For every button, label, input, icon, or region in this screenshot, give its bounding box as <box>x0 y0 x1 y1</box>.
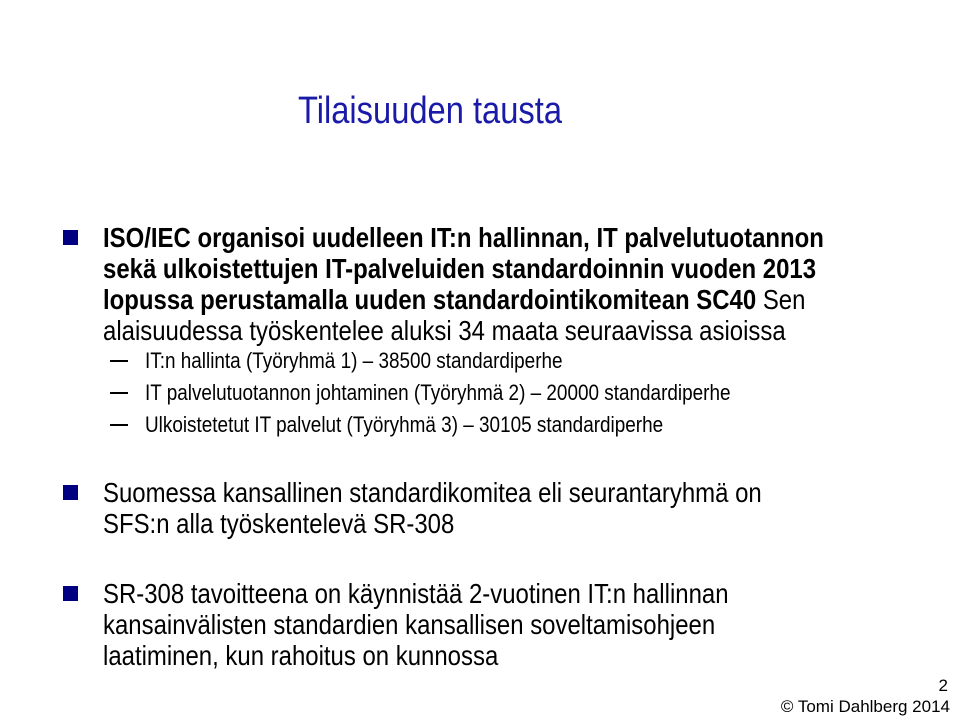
bullet-3-line-3: laatiminen, kun rahoitus on kunnossa <box>103 640 499 671</box>
bullet-1-line-3-bold: lopussa perustamalla uuden standardointikomitean SC40 <box>103 284 757 315</box>
square-bullet-icon <box>63 586 78 601</box>
bullet-1-line-2: sekä ulkoistettujen IT-palveluiden standardoinnin vuoden 2013 <box>103 253 817 284</box>
dash-icon <box>110 424 128 426</box>
square-bullet-icon <box>63 230 78 245</box>
square-bullet-icon <box>63 485 78 500</box>
sub-item-1-text: IT:n hallinta (Työryhmä 1) – 38500 standardiperhe <box>145 348 563 373</box>
bullet-3-text <box>103 578 941 671</box>
slide-title: Tilaisuuden tausta <box>297 90 563 132</box>
copyright-text: © Tomi Dahlberg 2014 <box>780 697 950 716</box>
sub-item-3-text: Ulkoistetetut IT palvelut (Työryhmä 3) – 30105 standardiperhe <box>145 412 664 437</box>
bullet-2-line-1: Suomessa kansallinen standardikomitea eli seurantaryhmä on <box>103 477 762 508</box>
sub-item-3 <box>110 410 960 440</box>
page-number: 2 <box>938 676 948 695</box>
bullet-2-line-2: SFS:n alla työskentelevä SR-308 <box>103 508 455 539</box>
bullet-1-line-3-regular: Sen <box>756 284 806 315</box>
bullet-3-line-1: SR-308 tavoitteena on käynnistää 2-vuotinen IT:n hallinnan <box>103 578 729 609</box>
bullet-1-text <box>103 222 941 346</box>
dash-icon <box>110 392 128 394</box>
sub-item-1 <box>110 346 960 376</box>
bullet-3-line-2: kansainvälisten standardien kansallisen soveltamisohjeen <box>103 609 716 640</box>
sub-item-2-text: IT palvelutuotannon johtaminen (Työryhmä 2) – 20000 standardiperhe <box>145 380 731 405</box>
bullet-1-line-1: ISO/IEC organisoi uudelleen IT:n hallinnan, IT palvelutuotannon <box>103 222 824 253</box>
sub-item-2 <box>110 378 960 408</box>
bullet-1-line-3 <box>103 284 941 315</box>
bullet-2-text <box>103 477 941 539</box>
bullet-1-line-4: alaisuudessa työskentelee aluksi 34 maata seuraavissa asioissa <box>103 315 786 346</box>
dash-icon <box>110 360 128 362</box>
